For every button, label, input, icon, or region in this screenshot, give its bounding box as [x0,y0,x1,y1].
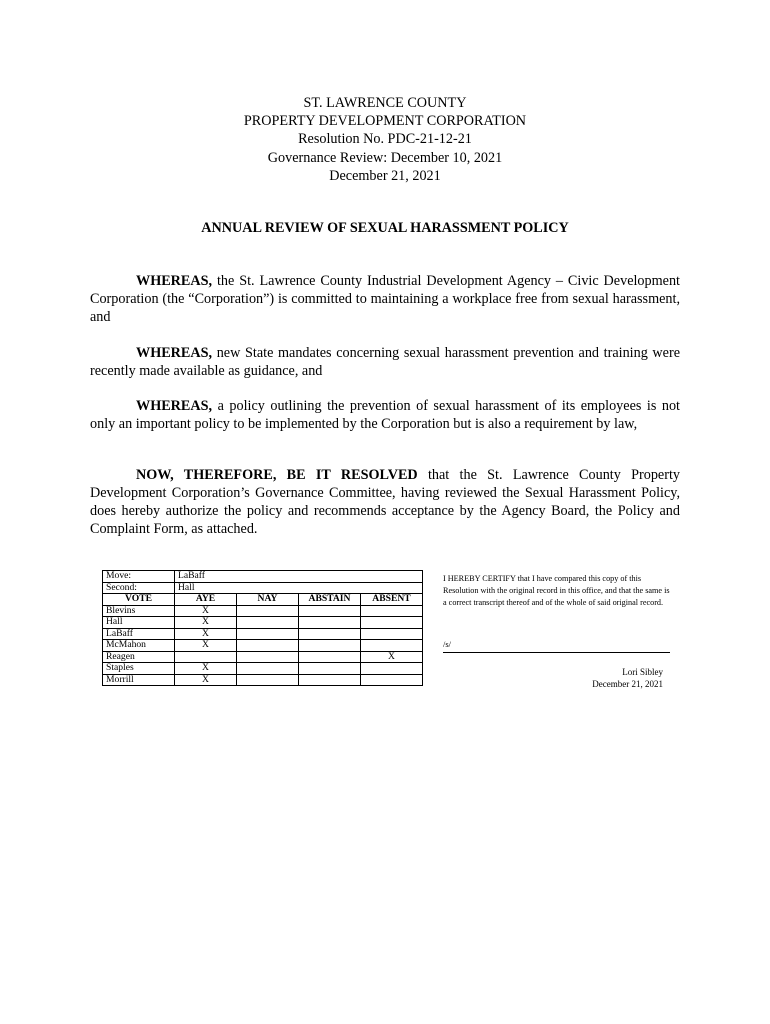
paragraph-lead: NOW, THEREFORE, BE IT RESOLVED [136,467,418,483]
absent-cell: X [361,651,423,663]
abstain-cell [299,640,361,652]
aye-cell [175,651,237,663]
paragraph-text: that the St. Lawrence County Property Development Corporation’s Governance Committee, having reviewed the Sexual Harassment Policy, does hereby authorize the policy and recommends acceptance by the Agency Board, the Policy and Complaint Form, as attached. [90,467,680,537]
signature-mark: /s/ [443,639,452,649]
vote-header-row [103,594,423,606]
nay-cell [237,640,299,652]
header-nay: NAY [237,594,299,606]
header-abstain: ABSTAIN [299,594,361,606]
aye-cell: X [175,617,237,629]
member-name: Blevins [103,605,175,617]
member-name: Staples [103,663,175,675]
header-governance-review: Governance Review: December 10, 2021 [267,149,503,166]
paragraph-lead: WHEREAS, [136,398,213,414]
member-name: Reagen [103,651,175,663]
table-row [103,617,423,629]
nay-cell [237,663,299,675]
nay-cell [237,628,299,640]
vote-second-row [103,582,423,594]
paragraph-lead: WHEREAS, [136,345,213,361]
absent-cell [361,628,423,640]
paragraph-text: a policy outlining the prevention of sexual harassment of its employees is not only an important policy to be implemented by the Corporation but is also a requirement by law, [90,398,680,432]
nay-cell [237,674,299,686]
vote-table [102,570,423,686]
move-value: LaBaff [175,571,423,583]
aye-cell: X [175,663,237,675]
whereas-paragraph-2 [90,344,680,380]
signer-block [443,666,663,690]
table-row [103,605,423,617]
second-value: Hall [175,582,423,594]
absent-cell [361,663,423,675]
absent-cell [361,617,423,629]
member-name: LaBaff [103,628,175,640]
paragraph-text: new State mandates concerning sexual harassment prevention and training were recently made available as guidance, and [90,345,680,379]
nay-cell [237,651,299,663]
paragraph-lead: WHEREAS, [136,273,213,289]
aye-cell: X [175,605,237,617]
paragraph-text: the St. Lawrence County Industrial Development Agency – Civic Development Corporation (the “Corporation”) is committed to maintaining a workplace free from sexual harassment, and [90,273,680,325]
certification-statement: I HEREBY CERTIFY that I have compared this copy of this Resolution with the original record in this office, and that the same is a correct transcript thereof and of the whole of said original record. [443,574,670,607]
table-row [103,674,423,686]
move-label: Move: [103,571,175,583]
table-row [103,628,423,640]
abstain-cell [299,674,361,686]
abstain-cell [299,605,361,617]
absent-cell [361,640,423,652]
nay-cell [237,605,299,617]
abstain-cell [299,617,361,629]
header-absent: ABSENT [361,594,423,606]
member-name: Morrill [103,674,175,686]
resolved-paragraph [90,466,680,538]
second-label: Second: [103,582,175,594]
table-row [103,651,423,663]
absent-cell [361,674,423,686]
header-date: December 21, 2021 [329,167,441,184]
vote-move-row [103,571,423,583]
header-corporation: PROPERTY DEVELOPMENT CORPORATION [243,113,527,130]
header-vote: VOTE [103,594,175,606]
absent-cell [361,605,423,617]
nay-cell [237,617,299,629]
header-county: ST. LAWRENCE COUNTY [303,95,467,111]
member-name: Hall [103,617,175,629]
abstain-cell [299,651,361,663]
aye-cell: X [175,628,237,640]
member-name: McMahon [103,640,175,652]
table-row [103,663,423,675]
whereas-paragraph-3 [90,397,680,433]
header-aye: AYE [175,594,237,606]
abstain-cell [299,663,361,675]
table-row [103,640,423,652]
document-title: ANNUAL REVIEW OF SEXUAL HARASSMENT POLICY [201,220,569,236]
signer-date: December 21, 2021 [592,679,663,689]
abstain-cell [299,628,361,640]
signature-line [443,652,670,653]
aye-cell: X [175,640,237,652]
whereas-paragraph-1 [90,272,680,326]
signer-name: Lori Sibley [622,667,663,677]
document-header [0,94,770,185]
header-resolution-number: Resolution No. PDC-21-12-21 [298,131,472,148]
aye-cell: X [175,674,237,686]
